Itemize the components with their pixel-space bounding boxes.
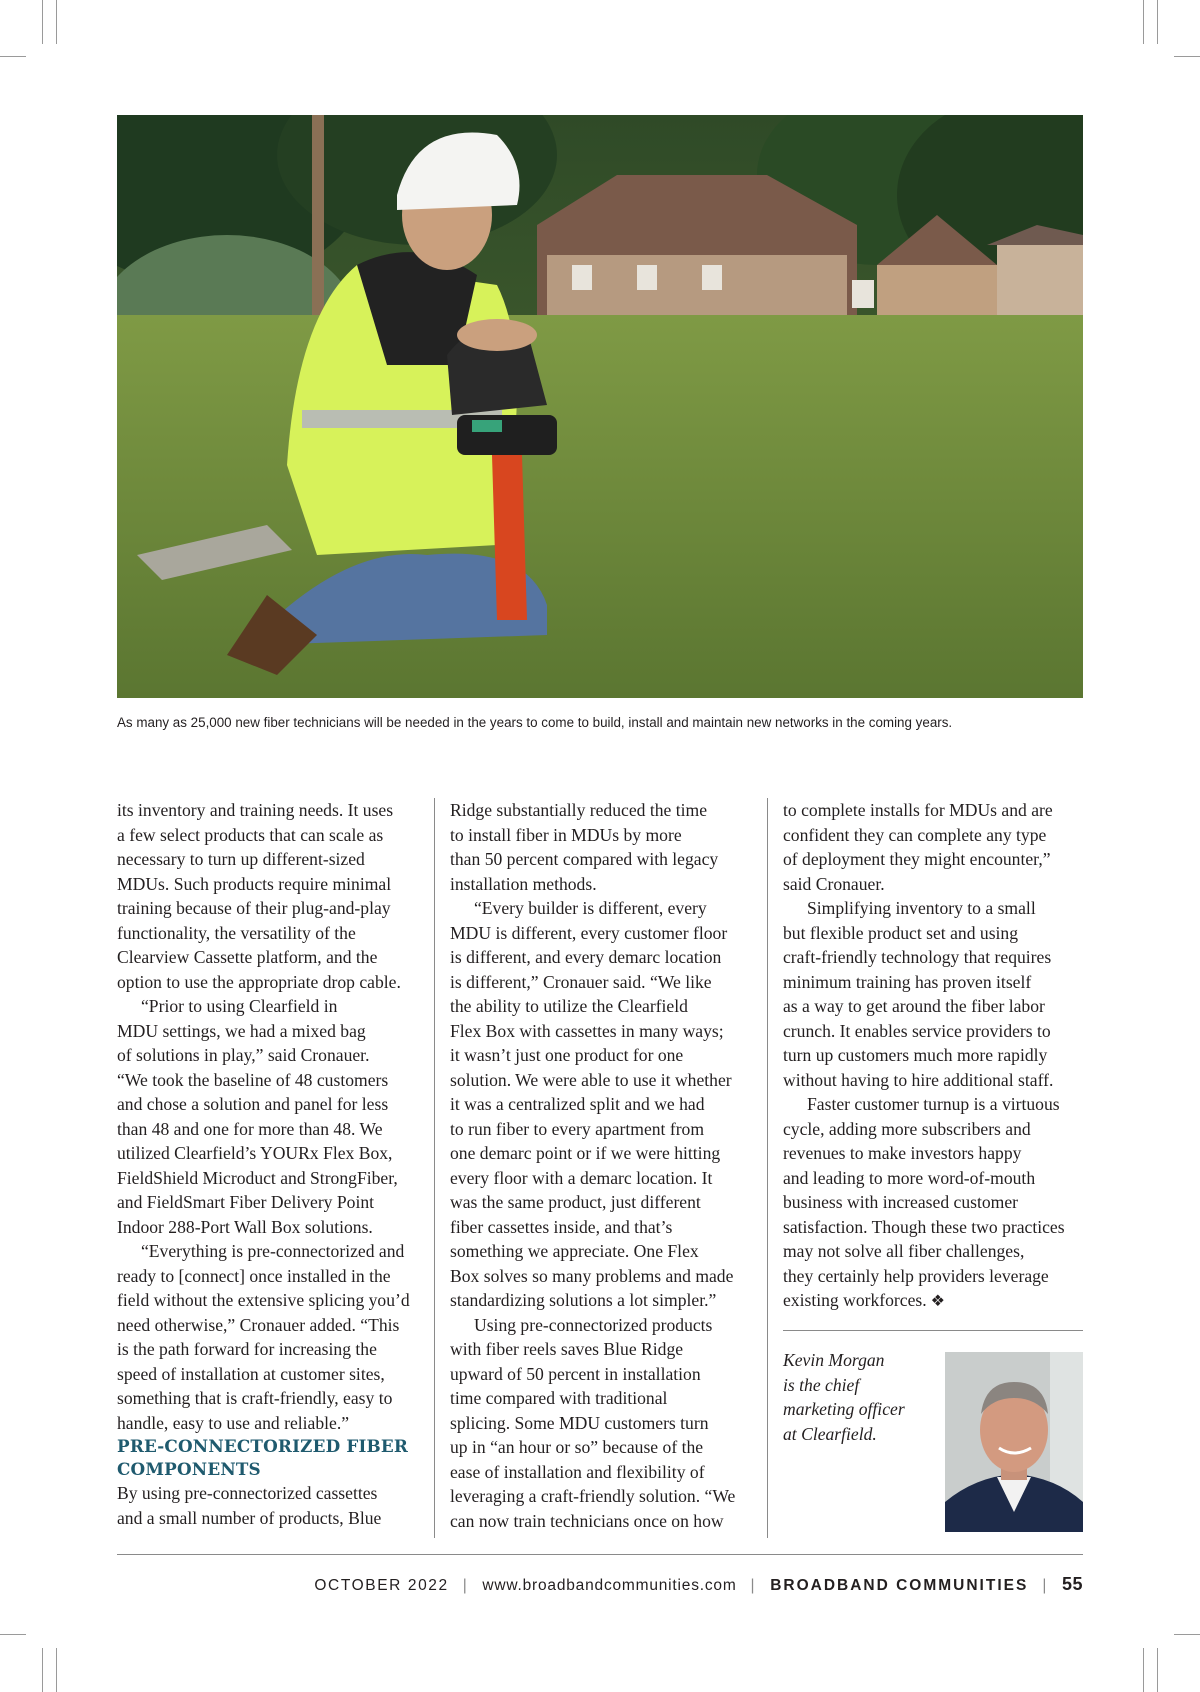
text-line: revenues to make investors happy <box>783 1143 1022 1163</box>
subhead-line: PRE-CONNECTORIZED FIBER <box>117 1436 409 1456</box>
bio-line: is the chief <box>783 1374 860 1395</box>
text-line: something we appreciate. One Flex <box>450 1241 699 1261</box>
article-paragraph <box>450 798 750 896</box>
footer-separator: | <box>1042 1577 1048 1594</box>
text-line: craft-friendly technology that requires <box>783 947 1052 967</box>
text-line: is the path forward for increasing the <box>117 1339 377 1359</box>
text-line: necessary to turn up different-sized <box>117 849 365 869</box>
text-line: Indoor 288-Port Wall Box solutions. <box>117 1216 373 1237</box>
text-line: a few select products that can scale as <box>117 824 384 845</box>
text-line: one demarc point or if we were hitting <box>450 1143 721 1163</box>
text-line: standardizing solutions a lot simpler.” <box>450 1290 717 1310</box>
crop-mark <box>42 1648 43 1692</box>
author-bio <box>783 1348 933 1446</box>
article-paragraph <box>117 994 417 1239</box>
text-line: installation methods. <box>450 873 597 894</box>
text-line: of solutions in play,” said Cronauer. <box>117 1045 370 1065</box>
text-line: turn up customers much more rapidly <box>783 1045 1048 1065</box>
text-line: something that is craft-friendly, easy to <box>117 1388 393 1408</box>
article-paragraph <box>783 1092 1083 1315</box>
footer-magazine-name: BROADBAND COMMUNITIES <box>770 1577 1029 1594</box>
text-line: MDU settings, we had a mixed bag <box>117 1020 366 1041</box>
text-line: with fiber reels saves Blue Ridge <box>450 1339 684 1359</box>
text-line: without having to hire additional staff. <box>783 1069 1054 1090</box>
text-line: option to use the appropriate drop cable. <box>117 971 401 992</box>
section-subhead <box>117 1435 417 1481</box>
crop-mark <box>1157 1648 1158 1692</box>
text-line: may not solve all fiber challenges, <box>783 1241 1025 1261</box>
text-line: ready to [connect] once installed in the <box>117 1265 391 1286</box>
text-line: field without the extensive splicing you’d <box>117 1290 410 1310</box>
text-line: said Cronauer. <box>783 873 885 894</box>
text-line: MDU is different, every customer floor <box>450 922 728 943</box>
crop-mark <box>42 0 43 44</box>
crop-mark <box>1174 1634 1200 1635</box>
author-headshot-illustration <box>945 1352 1083 1532</box>
bio-line: at Clearfield. <box>783 1423 877 1444</box>
footer-separator: | <box>750 1577 757 1594</box>
text-line: “Prior to using Clearfield in <box>141 996 338 1016</box>
text-line: FieldShield Microduct and StrongFiber, <box>117 1167 398 1188</box>
text-line: minimum training has proven itself <box>783 971 1032 992</box>
text-line: they certainly help providers leverage <box>783 1265 1049 1286</box>
text-line: can now train technicians once on how <box>450 1510 724 1531</box>
article-paragraph <box>450 896 750 1313</box>
crop-mark <box>1143 0 1144 44</box>
text-line: solution. We were able to use it whether <box>450 1069 732 1090</box>
footer-url[interactable]: www.broadbandcommunities.com <box>482 1577 737 1594</box>
subhead-line: COMPONENTS <box>117 1459 261 1479</box>
text-line: is different, and every demarc location <box>450 947 722 967</box>
text-line: need otherwise,” Cronauer added. “This <box>117 1314 400 1335</box>
text-line: leveraging a craft-friendly solution. “We <box>450 1486 736 1506</box>
footer-separator: | <box>462 1577 469 1594</box>
text-line: the ability to utilize the Clearfield <box>450 996 688 1016</box>
text-line: than 50 percent compared with legacy <box>450 849 719 869</box>
text-line-final <box>783 1288 1083 1315</box>
text-line: was the same product, just different <box>450 1192 701 1212</box>
text-line: and a small number of products, Blue <box>117 1507 382 1528</box>
text-line: functionality, the versatility of the <box>117 922 356 943</box>
text-line: handle, easy to use and reliable.” <box>117 1412 350 1433</box>
technician-photo-illustration <box>117 115 1083 698</box>
column-divider <box>434 798 435 1538</box>
crop-mark <box>0 1634 26 1635</box>
text-line: Clearview Cassette platform, and the <box>117 947 378 967</box>
text-line: crunch. It enables service providers to <box>783 1020 1051 1041</box>
text-line: speed of installation at customer sites, <box>117 1363 385 1384</box>
crop-mark <box>1143 1648 1144 1692</box>
page-number: 55 <box>1061 1574 1083 1594</box>
text-line: MDUs. Such products require minimal <box>117 873 392 894</box>
text-line: it wasn’t just one product for one <box>450 1045 684 1065</box>
text-line: up in “an hour or so” because of the <box>450 1437 704 1457</box>
text-line: Box solves so many problems and made <box>450 1265 734 1286</box>
article-paragraph <box>117 798 417 994</box>
article-column-3 <box>783 798 1083 1315</box>
footer-issue: OCTOBER 2022 <box>314 1577 449 1594</box>
text-line: ease of installation and flexibility of <box>450 1461 705 1482</box>
text-line: every floor with a demarc location. It <box>450 1167 713 1188</box>
text-line: and leading to more word-of-mouth <box>783 1167 1036 1188</box>
crop-mark <box>0 56 26 57</box>
text-line: but flexible product set and using <box>783 922 1019 943</box>
text-line: By using pre-connectorized cassettes <box>117 1483 378 1503</box>
text-line: splicing. Some MDU customers turn <box>450 1412 709 1433</box>
text-line: Faster customer turnup is a virtuous <box>807 1094 1060 1114</box>
article-paragraph <box>117 1239 417 1435</box>
text-line: its inventory and training needs. It uses <box>117 800 394 820</box>
article-paragraph <box>117 1481 417 1530</box>
author-headshot <box>945 1352 1083 1532</box>
crop-mark <box>56 0 57 44</box>
end-mark-icon: ❖ <box>930 1293 945 1310</box>
text-line: it was a centralized split and we had <box>450 1094 705 1114</box>
text-line: fiber cassettes inside, and that’s <box>450 1216 673 1237</box>
crop-mark <box>56 1648 57 1692</box>
text-line: utilized Clearfield’s YOURx Flex Box, <box>117 1143 393 1163</box>
text-line: satisfaction. Though these two practices <box>783 1216 1065 1237</box>
text-line: “Everything is pre-connectorized and <box>141 1241 405 1261</box>
text-line: than 48 and one for more than 48. We <box>117 1118 383 1139</box>
bio-line: Kevin Morgan <box>783 1350 885 1370</box>
text-line: to install fiber in MDUs by more <box>450 824 682 845</box>
article-photo <box>117 115 1083 698</box>
crop-mark <box>1157 0 1158 44</box>
column-divider <box>767 798 768 1538</box>
article-paragraph <box>783 798 1083 896</box>
text-line: to complete installs for MDUs and are <box>783 800 1053 820</box>
text-line: is different,” Cronauer said. “We like <box>450 971 712 992</box>
text-line: existing workforces. <box>783 1290 927 1310</box>
photo-caption: As many as 25,000 new fiber technicians will be needed in the years to come to build, install and maintain new networks in the coming years. <box>117 715 953 730</box>
text-line: “We took the baseline of 48 customers <box>117 1069 389 1090</box>
text-line: upward of 50 percent in installation <box>450 1363 701 1384</box>
text-line: training because of their plug-and-play <box>117 898 391 918</box>
text-line: cycle, adding more subscribers and <box>783 1118 1031 1139</box>
crop-mark <box>1174 56 1200 57</box>
article-column-1 <box>117 798 417 1530</box>
text-line: and FieldSmart Fiber Delivery Point <box>117 1192 375 1212</box>
footer-divider <box>117 1554 1083 1555</box>
text-line: business with increased customer <box>783 1192 1019 1212</box>
text-line: Simplifying inventory to a small <box>807 898 1036 918</box>
text-line: as a way to get around the fiber labor <box>783 996 1045 1016</box>
article-paragraph <box>783 896 1083 1092</box>
text-line: Using pre-connectorized products <box>474 1314 713 1335</box>
text-line: Ridge substantially reduced the time <box>450 800 707 820</box>
text-line: “Every builder is different, every <box>474 898 707 918</box>
text-line: and chose a solution and panel for less <box>117 1094 389 1114</box>
text-line: Flex Box with cassettes in many ways; <box>450 1020 724 1041</box>
text-line: of deployment they might encounter,” <box>783 849 1051 869</box>
text-line: to run fiber to every apartment from <box>450 1118 705 1139</box>
article-column-2 <box>450 798 750 1533</box>
article-paragraph <box>450 1313 750 1534</box>
bio-divider <box>783 1330 1083 1331</box>
page-footer <box>117 1574 1083 1595</box>
text-line: time compared with traditional <box>450 1388 668 1408</box>
bio-line: marketing officer <box>783 1399 905 1419</box>
text-line: confident they can complete any type <box>783 824 1047 845</box>
